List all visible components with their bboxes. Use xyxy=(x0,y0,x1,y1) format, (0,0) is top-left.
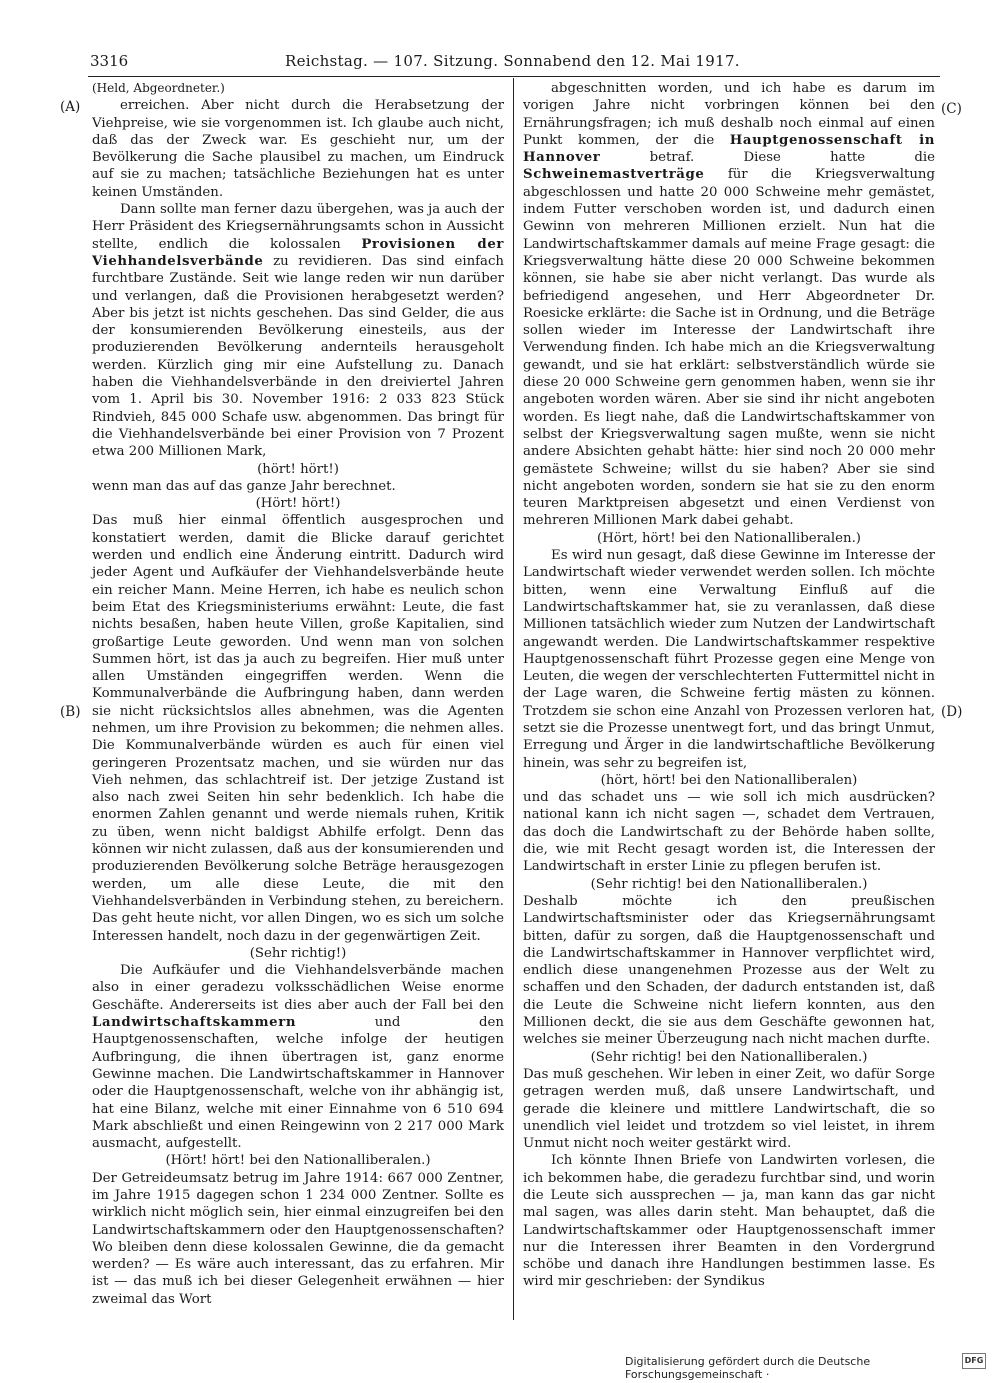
margin-marker-a: (A) xyxy=(60,99,81,115)
interjection: (hört, hört! bei den Nationalliberalen) xyxy=(600,772,858,788)
emphasis-text: Hauptgenossenschaft in Hannover xyxy=(523,132,935,166)
running-title: Reichstag. — 107. Sitzung. Sonnabend den 12. Mai 1917. xyxy=(285,52,740,70)
paragraph xyxy=(92,201,504,460)
paragraph xyxy=(92,962,504,1152)
paragraph: Ich könnte Ihnen Briefe von Landwirten vorlesen, die ich bekommen habe, die geradezu furchtbar sind, und worin die Leute sich aussprechen — ja, man kann das gar nicht mal sagen, was alles darin steht. Man behauptet, daß die Landwirtschaftskammer oder Hauptgenossenschaft immer nur die Interessen ihrer Beamten in den Vordergrund schöbe und danach ihre Handlungen bestimmen lasse. Es wird mir geschrieben: der Syndikus xyxy=(523,1153,935,1290)
paragraph: Das muß hier einmal öffentlich ausgesprochen und konstatiert werden, damit die Blicke darauf gerichtet werden und endlich eine Änderung eintritt. Dadurch wird jeder Agent und Aufkäufer der Viehhandelsverbände heute ein reicher Mann. Meine Herren, ich habe es neulich schon beim Etat des Kriegsministeriums erwähnt: Leute, die fast nichts besaßen, haben heute Villen, große Kapitalien, sind großartige Leute geworden. Und wenn man von solchen Summen hört, ist das ja auch zu begreifen. Hier muß unter allen Umständen eingegriffen werden. Wenn die Kommunalverbände die Aufbringung haben, dann werden sie nicht rücksichtslos alles abnehmen, was die Agenten nehmen, um ihre Provision zu bekommen; die nehmen alles. Die Kommunalverbände würden es auch für einen viel geringeren Prozentsatz machen, und sie würden nur das Vieh nehmen, das schlachtreif ist. Der jetzige Zustand ist also nach zwei Seiten hin sehr bedenklich. Ich habe die enormen Zahlen genannt und werde niemals ruhen, Kritik zu üben, wenn nicht baldigst Abhilfe erfolgt. Denn das können wir nicht zulassen, daß aus der konsumierenden und produzierenden Bevölkerung solche Beträge herausgezogen werden, um alle diese Leute, die mit den Viehhandelsverbänden in Verbindung stehen, zu bereichern. Das geht heute nicht, vor allen Dingen, wo es sich um solche Interessen handelt, noch dazu in der gegenwärtigen Zeit. xyxy=(92,513,504,944)
text-run: Dann sollte man ferner dazu übergehen, was ja auch der Herr Präsident des Kriegsernährungsamts schon in Aussicht stellte, endlich die kolossalen xyxy=(92,202,504,252)
interjection: (Hört, hört! bei den Nationalliberalen.) xyxy=(597,530,861,546)
interjection: (Sehr richtig! bei den Nationalliberalen.) xyxy=(590,1049,868,1065)
emphasis-text: Schweinemastverträge xyxy=(523,167,705,183)
margin-marker-c: (C) xyxy=(941,101,962,117)
paragraph: Deshalb möchte ich den preußischen Landwirtschaftsminister oder das Kriegsernährungsamt bitten, dafür zu sorgen, daß die Hauptgenossenschaft und die Landwirtschaftskammer in Hannover verpflichtet wird, endlich diese unangenehmen Prozesse aus der Welt zu schaffen und den Schaden, der dadurch entstanden ist, daß die Leute die Schweine nicht liefern konnten, aus den Millionen deckt, die sie aus dem Geschäfte gewonnen hat, welches sie meiner Überzeugung nach nicht machen durfte. xyxy=(523,893,935,1048)
interjection: (Sehr richtig!) xyxy=(249,945,347,961)
interjection: (Sehr richtig! bei den Nationalliberalen.) xyxy=(590,876,868,892)
paragraph xyxy=(523,80,935,530)
speaker-note: (Held, Abgeordneter.) xyxy=(92,81,225,95)
paragraph: Es wird nun gesagt, daß diese Gewinne im Interesse der Landwirtschaft wieder verwendet werden sollen. Ich möchte bitten, wenn eine Verwaltung Einfluß auf die Landwirtschaftskammer hat, sie zu veranlassen, daß diese Millionen tatsächlich wieder zum Nutzen der Landwirtschaft angewandt werden. Die Landwirtschaftskammer respektive Hauptgenossenschaft führt Prozesse gegen eine Menge von Leuten, die wegen der verschlechterten Futtermittel nicht in der Lage waren, die Schweine fertig mästen zu können. Trotzdem sie schon eine Anzahl von Prozessen verloren hat, setzt sie die Prozesse unentwegt fort, und das bringt Unmut, Erregung und Ärger in die landwirtschaftliche Bevölkerung hinein, was sehr zu begreifen ist, xyxy=(523,548,935,771)
paragraph: Das muß geschehen. Wir leben in einer Zeit, wo dafür Sorge getragen werden muß, daß unsere Landwirtschaft, und gerade die kleinere und mittlere Landwirtschaft, die so unendlich viel leidet und trotzdem so viel leistet, in ihrem Unmut nicht noch weiter gestärkt wird. xyxy=(523,1066,935,1152)
left-column xyxy=(92,80,504,1308)
text-run: betraf. Diese hatte die xyxy=(600,150,935,166)
emphasis-text: Landwirtschaftskammern xyxy=(92,1015,297,1031)
text-run: und den Hauptgenossenschaften, welche infolge der heutigen Aufbringung, die ihnen übertragen ist, ganz enorme Gewinne machen. Die Landwirtschaftskammer in Hannover oder die Hauptgenossenschaft, welche von ihr abhängig ist, hat eine Bilanz, welche mit einer Einnahme von 6 510 694 Mark abschließt und einen Reingewinn von 2 217 000 Mark ausmacht, aufgestellt. xyxy=(92,1015,504,1152)
interjection: (hört! hört!) xyxy=(257,461,339,477)
text-run: für die Kriegsverwaltung abgeschlossen und hatte 20 000 Schweine mehr gemästet, indem Futter verschoben worden ist, und dadurch einen Gewinn von mehreren Millionen erzielt. Nun hat die Landwirtschaftskammer damals auf meine Frage gesagt: die Kriegsverwaltung hätte diese 20 000 Schweine bekommen können, sie habe sie aber nicht verlangt. Das wurde als befriedigend angesehen, und Herr Abgeordneter Dr. Roesicke erklärte: die Sache ist in Ordnung, und die Beträge sollen wieder im Interesse der Landwirtschaft ihre Verwendung finden. Ich habe mich an die Kriegsverwaltung gewandt, und sie hat erklärt: selbstverständlich würde sie diese 20 000 Schweine gern genommen haben, wenn sie ihr angeboten worden wären. Aber sie sind ihr nicht angeboten worden. Es liegt nahe, daß die Landwirtschaftskammer von selbst der Kriegsverwaltung sagen mußte, wenn sie nicht andere Absichten gehabt hätte: hier sind noch 20 000 mehr gemästete Schweine; willst du sie haben? Aber sie sind nicht angeboten worden, sondern sie hat sie zu den enorm teuren Marktpreisen abgesetzt und einen Verdienst von mehreren Millionen Mark dabei gehabt. xyxy=(523,167,935,529)
paragraph: erreichen. Aber nicht durch die Herabsetzung der Viehpreise, wie sie vorgenommen ist. Ich glaube auch nicht, daß das der Zweck war. Es geschieht nur, um der Bevölkerung die Sache plausibel zu machen, um Eindruck auf sie zu machen; tatsächliche Beziehungen hat es unter keinen Umständen. xyxy=(92,98,504,200)
right-column xyxy=(523,80,935,1291)
digitization-credit: Digitalisierung gefördert durch die Deutsche Forschungsgemeinschaft · xyxy=(625,1355,871,1381)
paragraph: Der Getreideumsatz betrug im Jahre 1914: 667 000 Zentner, im Jahre 1915 dagegen schon 1 234 000 Zentner. Sollte es wirklich nicht möglich sein, hier einmal einzugreifen bei den Landwirtschaftskammern oder den Hauptgenossenschaften? Wo bleiben denn diese kolossalen Gewinne, die da gemacht werden? — Es wäre auch interessant, das zu erfahren. Mir ist — das muß ich bei dieser Gelegenheit erwähnen — hier zweimal das Wort xyxy=(92,1170,504,1307)
paragraph: wenn man das auf das ganze Jahr berechnet. xyxy=(92,478,396,494)
margin-marker-b: (B) xyxy=(60,704,81,720)
paragraph: und das schadet uns — wie soll ich mich ausdrücken? national kann ich nicht sagen —, schadet dem Vertrauen, das doch die Landwirtschaft zu der Behörde haben sollte, die, wie mit Recht gesagt worden ist, die Interessen der Landwirtschaft in erster Linie zu pflegen berufen ist. xyxy=(523,790,935,875)
interjection: (Hört! hört! bei den Nationalliberalen.) xyxy=(165,1153,431,1169)
text-run: abgeschnitten worden, und ich habe es darum im vorigen Jahre nicht vorbringen können bei den Ernährungsfragen; ich muß deshalb noch einmal auf einen Punkt kommen, der die xyxy=(523,81,935,148)
text-run: Die Aufkäufer und die Viehhandelsverbände machen also in einer geradezu volksschädlichen Weise enorme Geschäfte. Andererseits ist dies aber auch der Fall bei den xyxy=(92,963,504,1013)
margin-marker-d: (D) xyxy=(941,704,963,720)
interjection: (Hört! hört!) xyxy=(255,496,341,512)
page-number: 3316 xyxy=(90,52,129,70)
column-divider xyxy=(513,78,514,1320)
page-header xyxy=(90,52,940,74)
text-run: zu revidieren. Das sind einfach furchtbare Zustände. Seit wie lange reden wir nun darüber und verlangen, daß die Provisionen herabgesetzt werden? Aber bis jetzt ist nichts geschehen. Das sind Gelder, die aus der konsumierenden Bevölkerung einesteils, aus der produzierenden Bevölkerung andernteils herausgeholt werden. Kürzlich ging mir eine Aufstellung zu. Danach haben die Viehhandelsverbände in den dreiviertel Jahren vom 1. April bis 30. November 1916: 2 033 823 Stück Rindvieh, 845 000 Schafe usw. abgenommen. Das bringt für die Viehhandelsverbände bei einer Provision von 7 Prozent etwa 200 Millionen Mark, xyxy=(92,253,504,460)
emphasis-text: Provisionen der Viehhandelsverbände xyxy=(92,236,504,269)
dfg-logo: DFG xyxy=(962,1353,986,1369)
header-rule xyxy=(88,76,940,77)
